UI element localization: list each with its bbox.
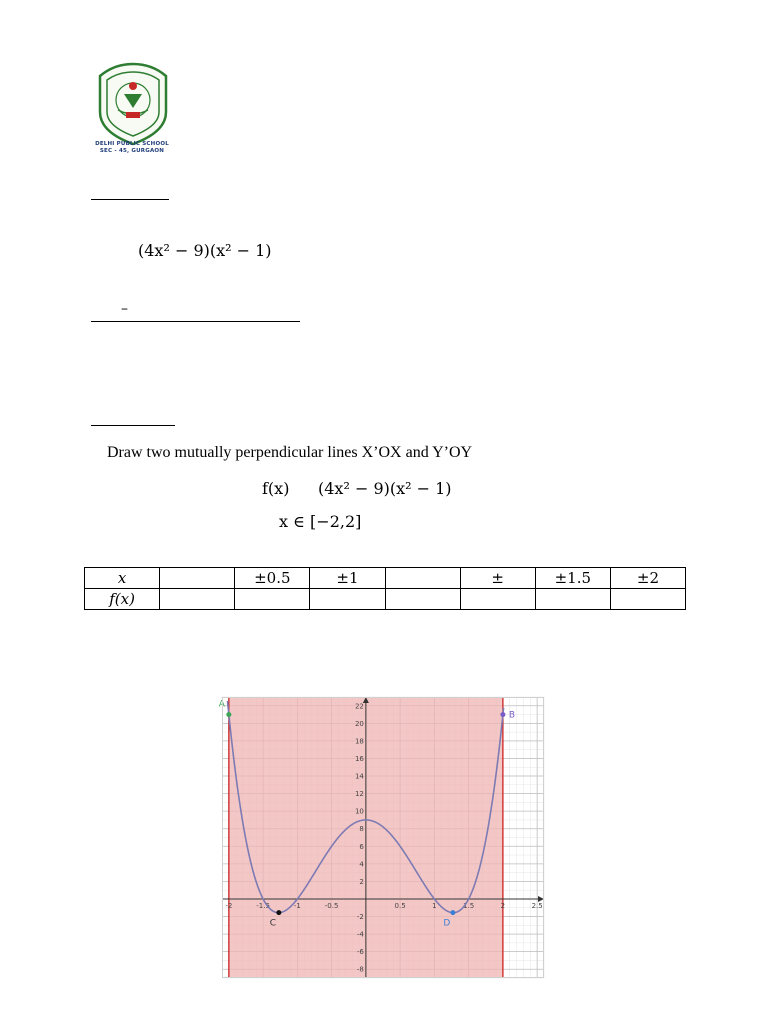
function-expression: (4x² − 9)(x² − 1) [318,479,452,498]
point-marker [226,712,231,717]
y-tick-label: -4 [356,930,364,939]
x-tick-label: 2.5 [531,901,543,910]
y-tick-label: 16 [354,754,364,763]
dash-mark: – [121,301,128,317]
point-marker [450,910,455,915]
table-cell [385,589,460,610]
table-cell: ±0.5 [235,568,310,589]
y-tick-label: 8 [359,825,364,834]
table-cell: ±1 [310,568,385,589]
table-cell: ± [460,568,535,589]
y-tick-label: 12 [354,790,364,799]
table-cell [385,568,460,589]
table-row [85,589,686,610]
table-cell [310,589,385,610]
domain-text: x ∈ [−2,2] [279,512,362,531]
heading-underline [91,199,169,200]
point-label: C [269,918,277,929]
x-tick-label: 1 [432,901,437,910]
y-tick-label: 6 [359,842,364,851]
x-tick-label: 0.5 [394,901,406,910]
table-cell: ±2 [610,568,685,589]
table-cell [535,589,610,610]
y-tick-label: 4 [359,860,364,869]
heading-underline [91,425,175,426]
function-name: f(x) [262,479,290,498]
y-tick-label: -8 [356,965,364,974]
y-tick-label: -6 [356,948,364,957]
y-tick-label: -2 [356,913,364,922]
y-tick-label: 18 [354,737,364,746]
y-tick-label: 2 [359,877,364,886]
table-cell [235,589,310,610]
heading-underline [91,321,300,322]
expression: (4x² − 9)(x² − 1) [138,241,272,260]
value-table [84,567,686,610]
y-tick-label: 20 [354,719,364,728]
point-label: B [508,710,516,721]
x-tick-label: -1.5 [256,901,270,910]
table-cell [460,589,535,610]
school-location: SEC - 45, GURGAON [99,148,165,154]
table-row [85,568,686,589]
x-tick-label: 2 [500,901,506,910]
x-tick-label: 1.5 [463,901,475,910]
point-label: A [218,699,225,710]
table-cell [160,589,235,610]
point-label: D [443,918,451,929]
school-name: DELHI PUBLIC SCHOOL [95,141,169,147]
table-cell: x [85,568,160,589]
point-marker [276,910,281,915]
x-tick-label: -0.5 [324,901,339,910]
y-tick-label: 14 [354,772,364,781]
instruction-text: Draw two mutually perpendicular lines X’OX and Y’OY [107,444,473,461]
table-cell: f(x) [85,589,160,610]
x-tick-label: -2 [225,901,233,910]
table-cell [160,568,235,589]
function-graph [218,697,544,978]
table-cell: ±1.5 [535,568,610,589]
y-tick-label: 22 [354,702,364,711]
point-marker [500,712,505,717]
x-tick-label: -1 [293,901,301,910]
y-tick-label: 10 [354,807,364,816]
table-cell [610,589,685,610]
